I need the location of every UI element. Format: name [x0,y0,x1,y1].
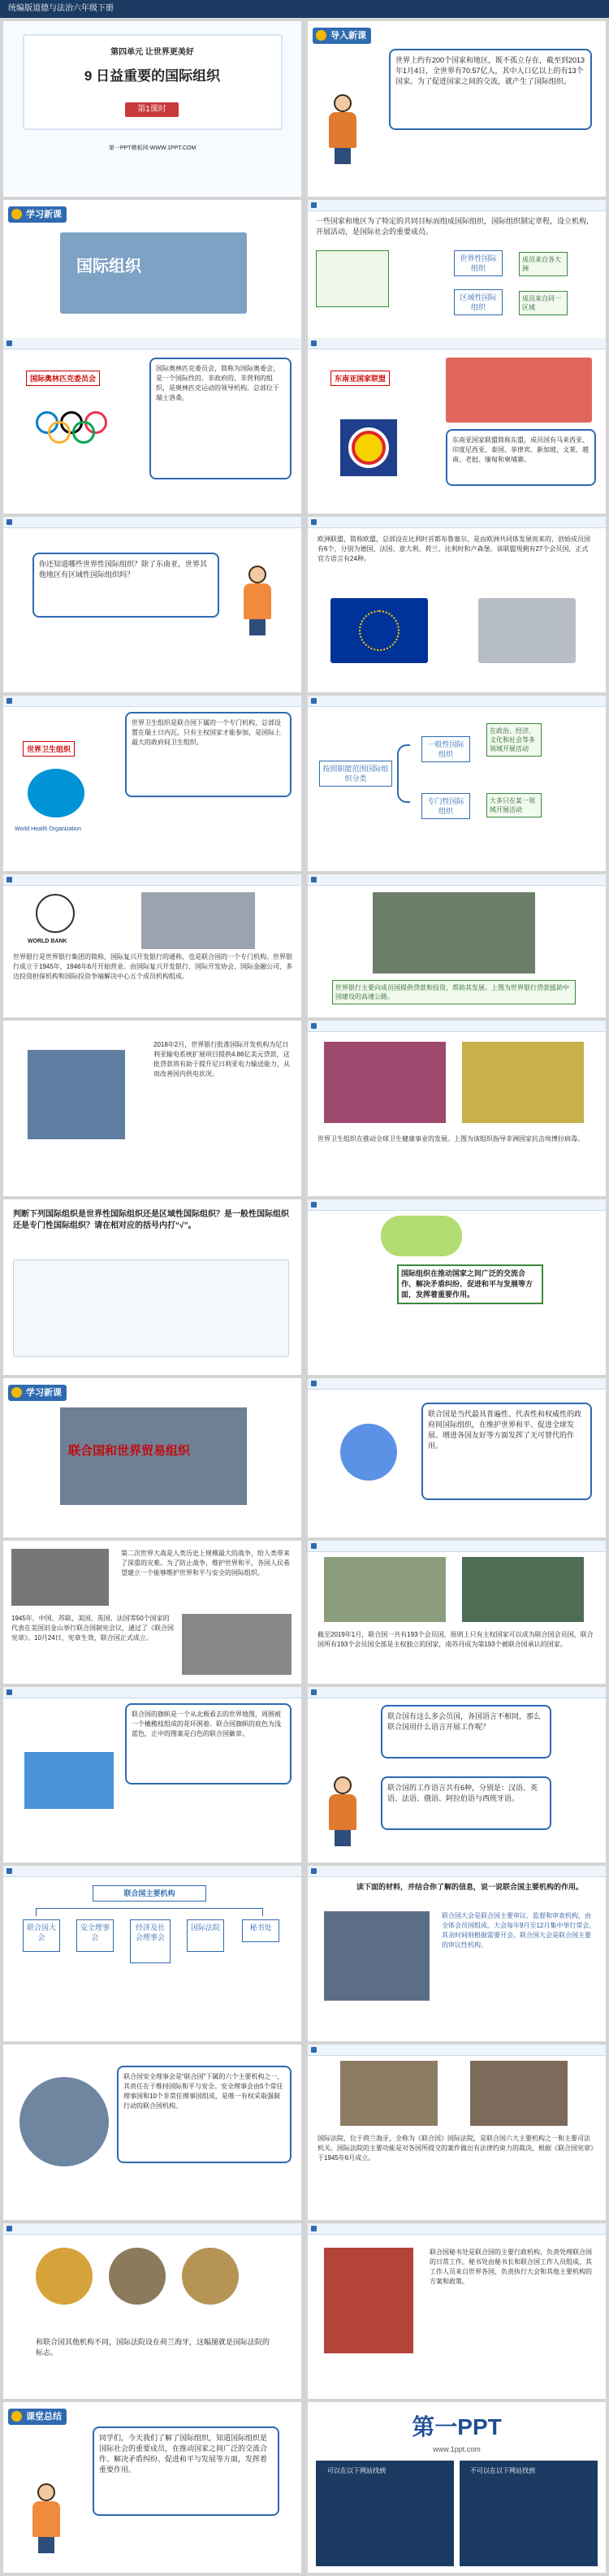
slide-header [308,1541,606,1552]
security-council-text: 联合国安全理事会是“联合国”下属的六个主要机构之一，其责任在于维持国际和平与安全。安全理事会由5个常任理事国和10个非常任理事国组成，是唯一有权采取强制行动的联合国机构。 [117,2066,292,2163]
links-left-title: 可以在以下网站找到 [327,2467,386,2474]
language-answer: 联合国的工作语言共有6种，分别是：汉语、英语、法语、俄语、阿拉伯语与西班牙语。 [381,1776,551,1830]
top-bar: 统编版道德与法治六年级下册 [0,0,609,18]
un-emblem [340,1424,397,1481]
assembly-hall-photo [324,1911,430,2001]
history-text-1: 第二次世界大战是人类历史上规模最大的战争，给人类带来了深重的灾难。为了防止战争，维护世界和平，各国人民希望建立一个能够维护世界和平与安全的国际组织。 [121,1550,290,1576]
slide-header [308,338,606,349]
links-right-title: 不可以在以下网站找到 [470,2467,535,2474]
organ-secretariat: 秘书处 [242,1919,279,1942]
slide-header [3,1866,301,1877]
slide-importance[interactable] [308,1199,606,1375]
slide-un-wto[interactable] [3,1378,301,1537]
slide-exercise[interactable] [3,1199,301,1375]
definition-box [316,250,389,307]
type-general: 一般性国际组织 [421,736,470,762]
loan-caption: 世界银行主要向成员国提供贷款和投资，帮助其发展。上图为世界银行贷款援助中国建设的高速公路。 [332,980,576,1004]
organs-connector [36,1908,263,1916]
world-bank-photo [141,892,255,949]
organ-general-assembly: 联合国大会 [23,1919,60,1952]
slide-header [308,2045,606,2056]
medics-photo [462,1042,584,1123]
category-root: 按照职能范围国际组织分类 [319,761,392,787]
slide-un-flag[interactable] [3,1687,301,1863]
note-general: 在政治、经济、文化和社会等多领域开展活动 [486,723,542,757]
slide-eu[interactable] [308,517,606,692]
slide-header [3,696,301,707]
flag-description: 联合国的旗帜是一个从北极看去的世界地图，周围被一个橄榄枝组成的花环围着。联合国旗帜的底色为浅蓝色，正中的图案是白色的联合国徽章。 [125,1703,292,1785]
links-right-panel [460,2461,598,2566]
slide-summary[interactable] [3,2402,301,2573]
slide-header [308,1866,606,1877]
links-left-panel [316,2461,454,2566]
slide-icj[interactable] [308,2045,606,2220]
icj-scale-thumb [182,2248,239,2305]
assembly-photo [462,1557,584,1622]
peace-palace-photo [340,2061,438,2126]
un-description: 联合国是当代最具普遍性、代表性和权威性的政府间国际组织，在维护世界和平、促进全球发展、增进各国友好等方面发挥了无可替代的作用。 [421,1403,592,1500]
question-bubble: 你还知道哪些世界性国际组织？除了东南亚，世界其他地区有区域性国际组织吗？ [32,553,219,618]
un-flag [24,1752,114,1809]
slide-header [3,338,301,349]
type-regional: 区域性国际组织 [454,289,503,315]
teacher-figure [28,2483,63,2553]
asean-label: 东南亚国家联盟 [330,371,390,386]
brace [397,744,410,803]
brand-site: www.1ppt.com [433,2445,481,2453]
icj-emblem-caption: 和联合国其他机构不同，国际法院设在荷兰海牙，这幅图就是国际法院的标志。 [36,2338,270,2357]
section-badge: 课堂总结 [8,2409,67,2425]
conference-photo [182,1614,292,1675]
icj-building-thumb [109,2248,166,2305]
teacher-figure [324,94,360,164]
section-badge: 学习新课 [8,206,67,223]
slide-header [308,200,606,211]
slide-un-reading[interactable] [308,1866,606,2041]
map-label: 国际组织 [76,258,141,275]
eu-description: 欧洲联盟，简称欧盟，总部设在比利时首都布鲁塞尔，是由欧洲共同体发展而来的，创始成员国有6个，分别为德国、法国、意大利、荷兰、比利时和卢森堡。该联盟现拥有27个会员国，正式官方语言有24种。 [317,536,590,562]
world-bank-logo [36,894,75,933]
section-title: 联合国和世界贸易组织 [68,1444,191,1458]
note-regional: 成员来自同一区域 [519,291,568,315]
slide-who[interactable] [3,696,301,871]
slide-header [308,874,606,886]
slide-header [3,2223,301,2235]
highway-photo [373,892,535,974]
slide-footer: 第一PPT模板网-WWW.1PPT.COM [108,145,197,151]
student-figure [239,566,274,635]
secretariat-photo [324,2248,413,2353]
who-emblem-caption: World Health Organization [15,826,81,832]
slide-header [308,1687,606,1698]
organ-security-council: 安全理事会 [76,1919,114,1952]
slide-intro[interactable] [308,21,606,197]
slide-question-orgs[interactable] [3,517,301,692]
slide-header [308,1021,606,1032]
eu-map [478,598,576,663]
section-badge: 导入新课 [313,28,371,44]
note-special: 大多只在某一领域开展活动 [486,793,542,817]
icj-description: 国际法院，位于荷兰海牙，全称为《联合国》国际法院，是联合国六大主要机构之一和主要司法机关。国际法院的主要功能是对各国所提交的案件做出有法律约束力的裁决，根据《联合国宪章》于1945年6月成立。 [317,2135,594,2162]
ebola-caption: 世界卫生组织在推动全球卫生健康事业的发展。上图为该组织指导非洲国家抗击埃博拉病毒。 [317,1135,584,1143]
slide-header [308,1378,606,1390]
who-emblem [28,769,84,817]
slide-ioc[interactable] [3,338,301,514]
slide-header [3,517,301,528]
period-tag: 第1课时 [125,102,179,117]
type-special: 专门性国际组织 [421,793,470,819]
importance-text: 国际组织在推动国家之间广泛的交流合作、解决矛盾纠纷、促进和平与发展等方面，发挥着重要作用。 [397,1264,543,1304]
note-world: 成员来自各大洲 [519,252,568,276]
security-council-photo [19,2077,109,2166]
slide-secretariat[interactable] [308,2223,606,2399]
war-photo [11,1549,109,1606]
slide-world-bank[interactable] [3,874,301,1017]
intro-bubble: 世界上约有200个国家和地区，既不孤立存在，截至到2013年1月4日，全世界有70.57亿人，其中人口亿以上的有13个国家。为了促进国家之间的交流，就产生了国际组织。 [389,49,592,130]
slide-header [308,2223,606,2235]
reading-material: 联合国大会是联合国主要审议、监督和审查机构，由全体会员国组成。大会每年9月至12月集中举行常会，其余时间则根据需要开会。联合国大会是联合国主要的审议性机构。 [442,1912,596,1949]
who-description: 世界卫生组织是联合国下属的一个专门机构，总部设置在瑞士日内瓦，只有主权国家才能参加，是国际上最大的政府间卫生组织。 [125,712,292,797]
ioc-description: 国际奥林匹克委员会，简称为国际奥委会，是一个国际性的、非政府的、非营利的组织，是奥林匹克运动的领导机构。总部位于瑞士洛桑。 [149,358,292,479]
slide-un-languages[interactable] [308,1687,606,1863]
nigeria-description: 2018年2月，世界银行批准国际开发机构为尼日利亚输电系统扩展项目提供4.86亿美元贷款，这批贷款将有助于提升尼日利亚电力输送能力，从而改善国内供电状况。 [153,1041,290,1078]
asean-description: 东南亚国家联盟简称东盟，成员国有马来西亚、印度尼西亚、泰国、菲律宾、新加坡、文莱、越南、老挝、缅甸和柬埔寨。 [446,429,596,486]
slide-classification-functions[interactable] [308,696,606,871]
courtroom-photo [470,2061,568,2126]
slide-header [308,1199,606,1211]
slide-security-council[interactable] [3,2045,301,2220]
type-world: 世界性国际组织 [454,250,503,276]
slide-icj-emblem[interactable] [3,2223,301,2399]
secretariat-description: 联合国秘书处是联合国的主要行政机构，负责处理联合国的日常工作。秘书处由秘书长和联合国工作人员组成，其工作人员来自世界各国，负责执行大会和其他主要机构的方案和政策。 [430,2249,592,2285]
brand-logo: 第一PPT [412,2414,502,2439]
organ-icj: 国际法院 [187,1919,224,1952]
slide-nigeria-loan[interactable] [3,1021,301,1196]
cartoon-figures [381,1216,462,1256]
reading-prompt: 读下面的材料，并结合你了解的信息，说一说联合国主要机构的作用。 [356,1883,584,1891]
members-text: 截至2019年1月，联合国一共有193个会员国，原则上只有主权国家可以成为联合国会员国，联合国所有193个会员国全部是主权独立的国家，南苏丹成为第193个被联合国承认的国家。 [317,1631,594,1648]
slide-un-history[interactable] [3,1541,301,1684]
summary-bubble: 同学们，今天我们了解了国际组织，知道国际组织是国际社会的重要成员，在推动国家之间广泛的交流合作、解决矛盾纠纷、促进和平与发展等方面，发挥着重要作用。 [93,2426,279,2516]
icj-emblem [36,2248,93,2305]
section-badge: 学习新课 [8,1385,67,1401]
slide-ebola[interactable] [308,1021,606,1196]
asean-map [446,358,592,423]
power-tower-photo [28,1050,125,1139]
slide-brand[interactable] [308,2402,606,2573]
lab-photo [324,1042,446,1123]
world-bank-logo-text: WORLD BANK [28,939,67,944]
olympic-rings [36,411,109,444]
student-figure [324,1776,360,1846]
slide-header [308,696,606,707]
ioc-label: 国际奥林匹克委员会 [26,371,100,386]
slide-title[interactable] [3,21,301,197]
slide-un-members[interactable] [308,1541,606,1684]
world-bank-description: 世界银行是世界银行集团的简称，国际复兴开发银行的通称，也是联合国的一个专门机构。世界银行成立于1945年，1946年6月开始营业。由国际复兴开发银行、国际开发协会、国际金融公司、多边投资担保机构和国际投资争端解决中心五个成员机构组成。 [13,953,293,980]
slide-un-organs[interactable] [3,1866,301,2041]
history-text-2: 1945年，中国、苏联、美国、英国、法国等50个国家的代表在美国旧金山举行联合国制宪会议，通过了《联合国宪章》。10月24日，宪章生效，联合国正式成立。 [11,1615,174,1641]
slide-header [308,517,606,528]
slide-asean[interactable] [308,338,606,514]
definition-text: 一些国家和地区为了特定的共同目标而组成国际组织，国际组织制定章程，设立机构，开展活动，是国际社会的重要成员。 [316,217,594,236]
organs-title: 联合国主要机构 [93,1885,206,1902]
slide-header [3,874,301,886]
asean-emblem [340,419,397,476]
language-question: 联合国有这么多会员国，各国语言不相同，那么联合国用什么语言开展工作呢？ [381,1705,551,1759]
eu-flag [330,598,428,663]
exercise-question: 判断下列国际组织是世界性国际组织还是区域性国际组织？是一般性国际组织还是专门性国际组织？请在相对应的括号内打“√”。 [13,1210,289,1230]
lesson-title: 9 日益重要的国际组织 [84,68,221,84]
who-label: 世界卫生组织 [23,741,75,757]
exercise-table [13,1260,289,1357]
unit-label: 第四单元 让世界更美好 [110,48,194,57]
organ-ecosoc: 经济及社会理事会 [130,1919,171,1963]
slide-un-intro[interactable] [308,1378,606,1537]
flags-photo [324,1557,446,1622]
slide-header [3,1687,301,1698]
slide-world-bank-loan[interactable] [308,874,606,1017]
